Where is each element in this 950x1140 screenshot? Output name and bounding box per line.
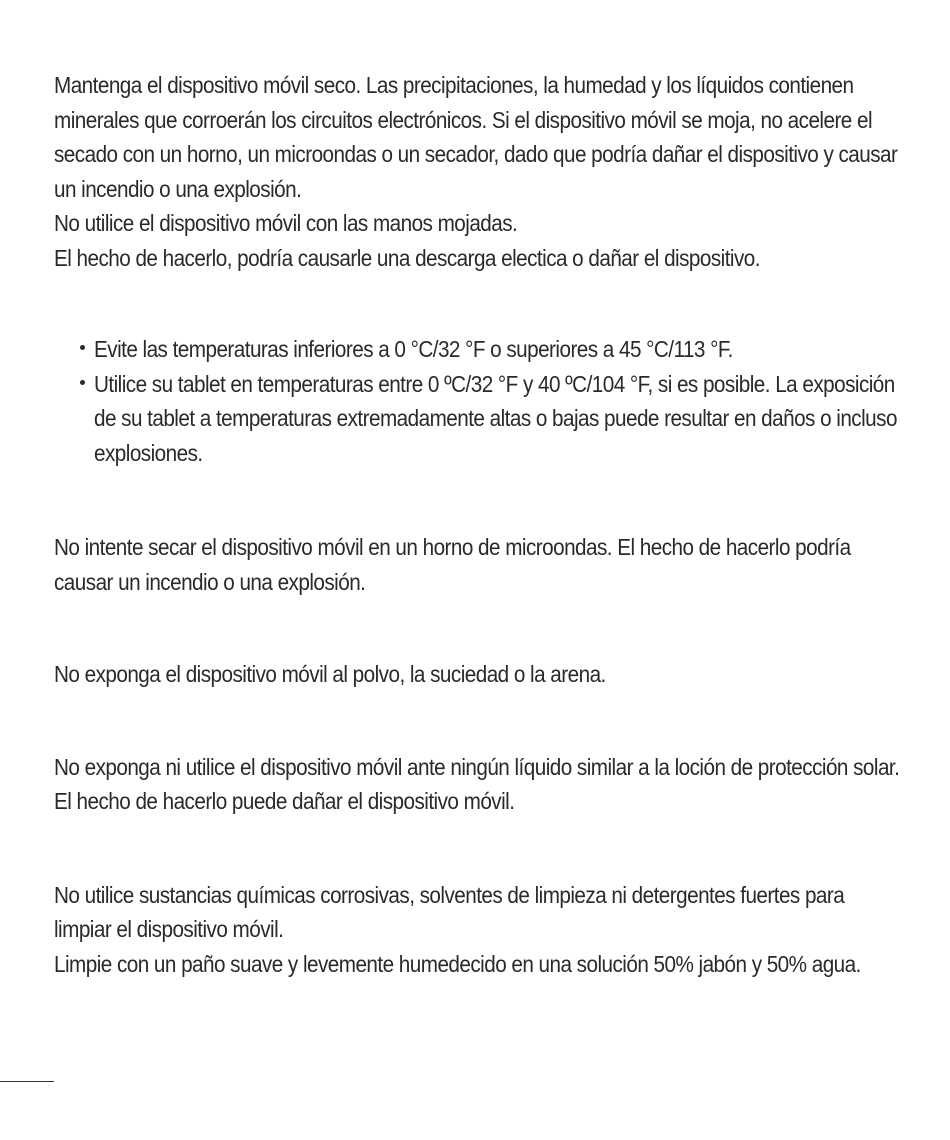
footer-divider [0, 1081, 54, 1082]
paragraph: El hecho de hacerlo, podría causarle una descarga electica o dañar el dispositivo. [54, 244, 760, 271]
paragraph: El hecho de hacerlo puede dañar el dispositivo móvil. [54, 788, 515, 814]
bullet-text: Evite las temperaturas inferiores a 0 °C/32 °F o superiores a 45 °C/113 °F. [94, 336, 733, 362]
list-item [80, 332, 904, 367]
bullet-icon [80, 380, 85, 385]
bullet-list [54, 332, 904, 470]
list-item [80, 367, 904, 471]
section-keep-dry [54, 68, 904, 275]
section-temperature [54, 332, 904, 470]
section-liquids [54, 750, 904, 819]
paragraph: Limpie con un paño suave y levemente humedecido en una solución 50% jabón y 50% agua. [54, 950, 861, 977]
paragraph: No intente secar el dispositivo móvil en un horno de microondas. El hecho de hacerlo podría causar un incendio o una explosión. [54, 534, 851, 595]
paragraph: No exponga el dispositivo móvil al polvo, la suciedad o la arena. [54, 661, 606, 687]
document-page [54, 68, 904, 981]
paragraph: No utilice el dispositivo móvil con las manos mojadas. [54, 210, 518, 236]
paragraph: No utilice sustancias químicas corrosivas, solventes de limpieza ni detergentes fuertes para limpiar el dispositivo móvil. [54, 881, 845, 942]
section-dust [54, 657, 904, 692]
section-cleaning [54, 878, 904, 982]
section-microwave [54, 530, 904, 599]
paragraph: No exponga ni utilice el dispositivo móvil ante ningún líquido similar a la loción de protección solar. [54, 753, 900, 780]
bullet-text: Utilice su tablet en temperaturas entre 0 ºC/32 °F y 40 ºC/104 °F, si es posible. La exposición de su tablet a temperaturas extremadamente altas o bajas puede resultar en daños o incluso explosiones. [94, 370, 897, 466]
paragraph: Mantenga el dispositivo móvil seco. Las precipitaciones, la humedad y los líquidos contienen minerales que corroerán los circuitos electrónicos. Si el dispositivo móvil se moja, no acelere el secado con un horno, un microondas o un secador, dado que podría dañar el dispositivo y causar un incendio o una explosión. [54, 72, 898, 202]
bullet-icon [80, 345, 85, 350]
